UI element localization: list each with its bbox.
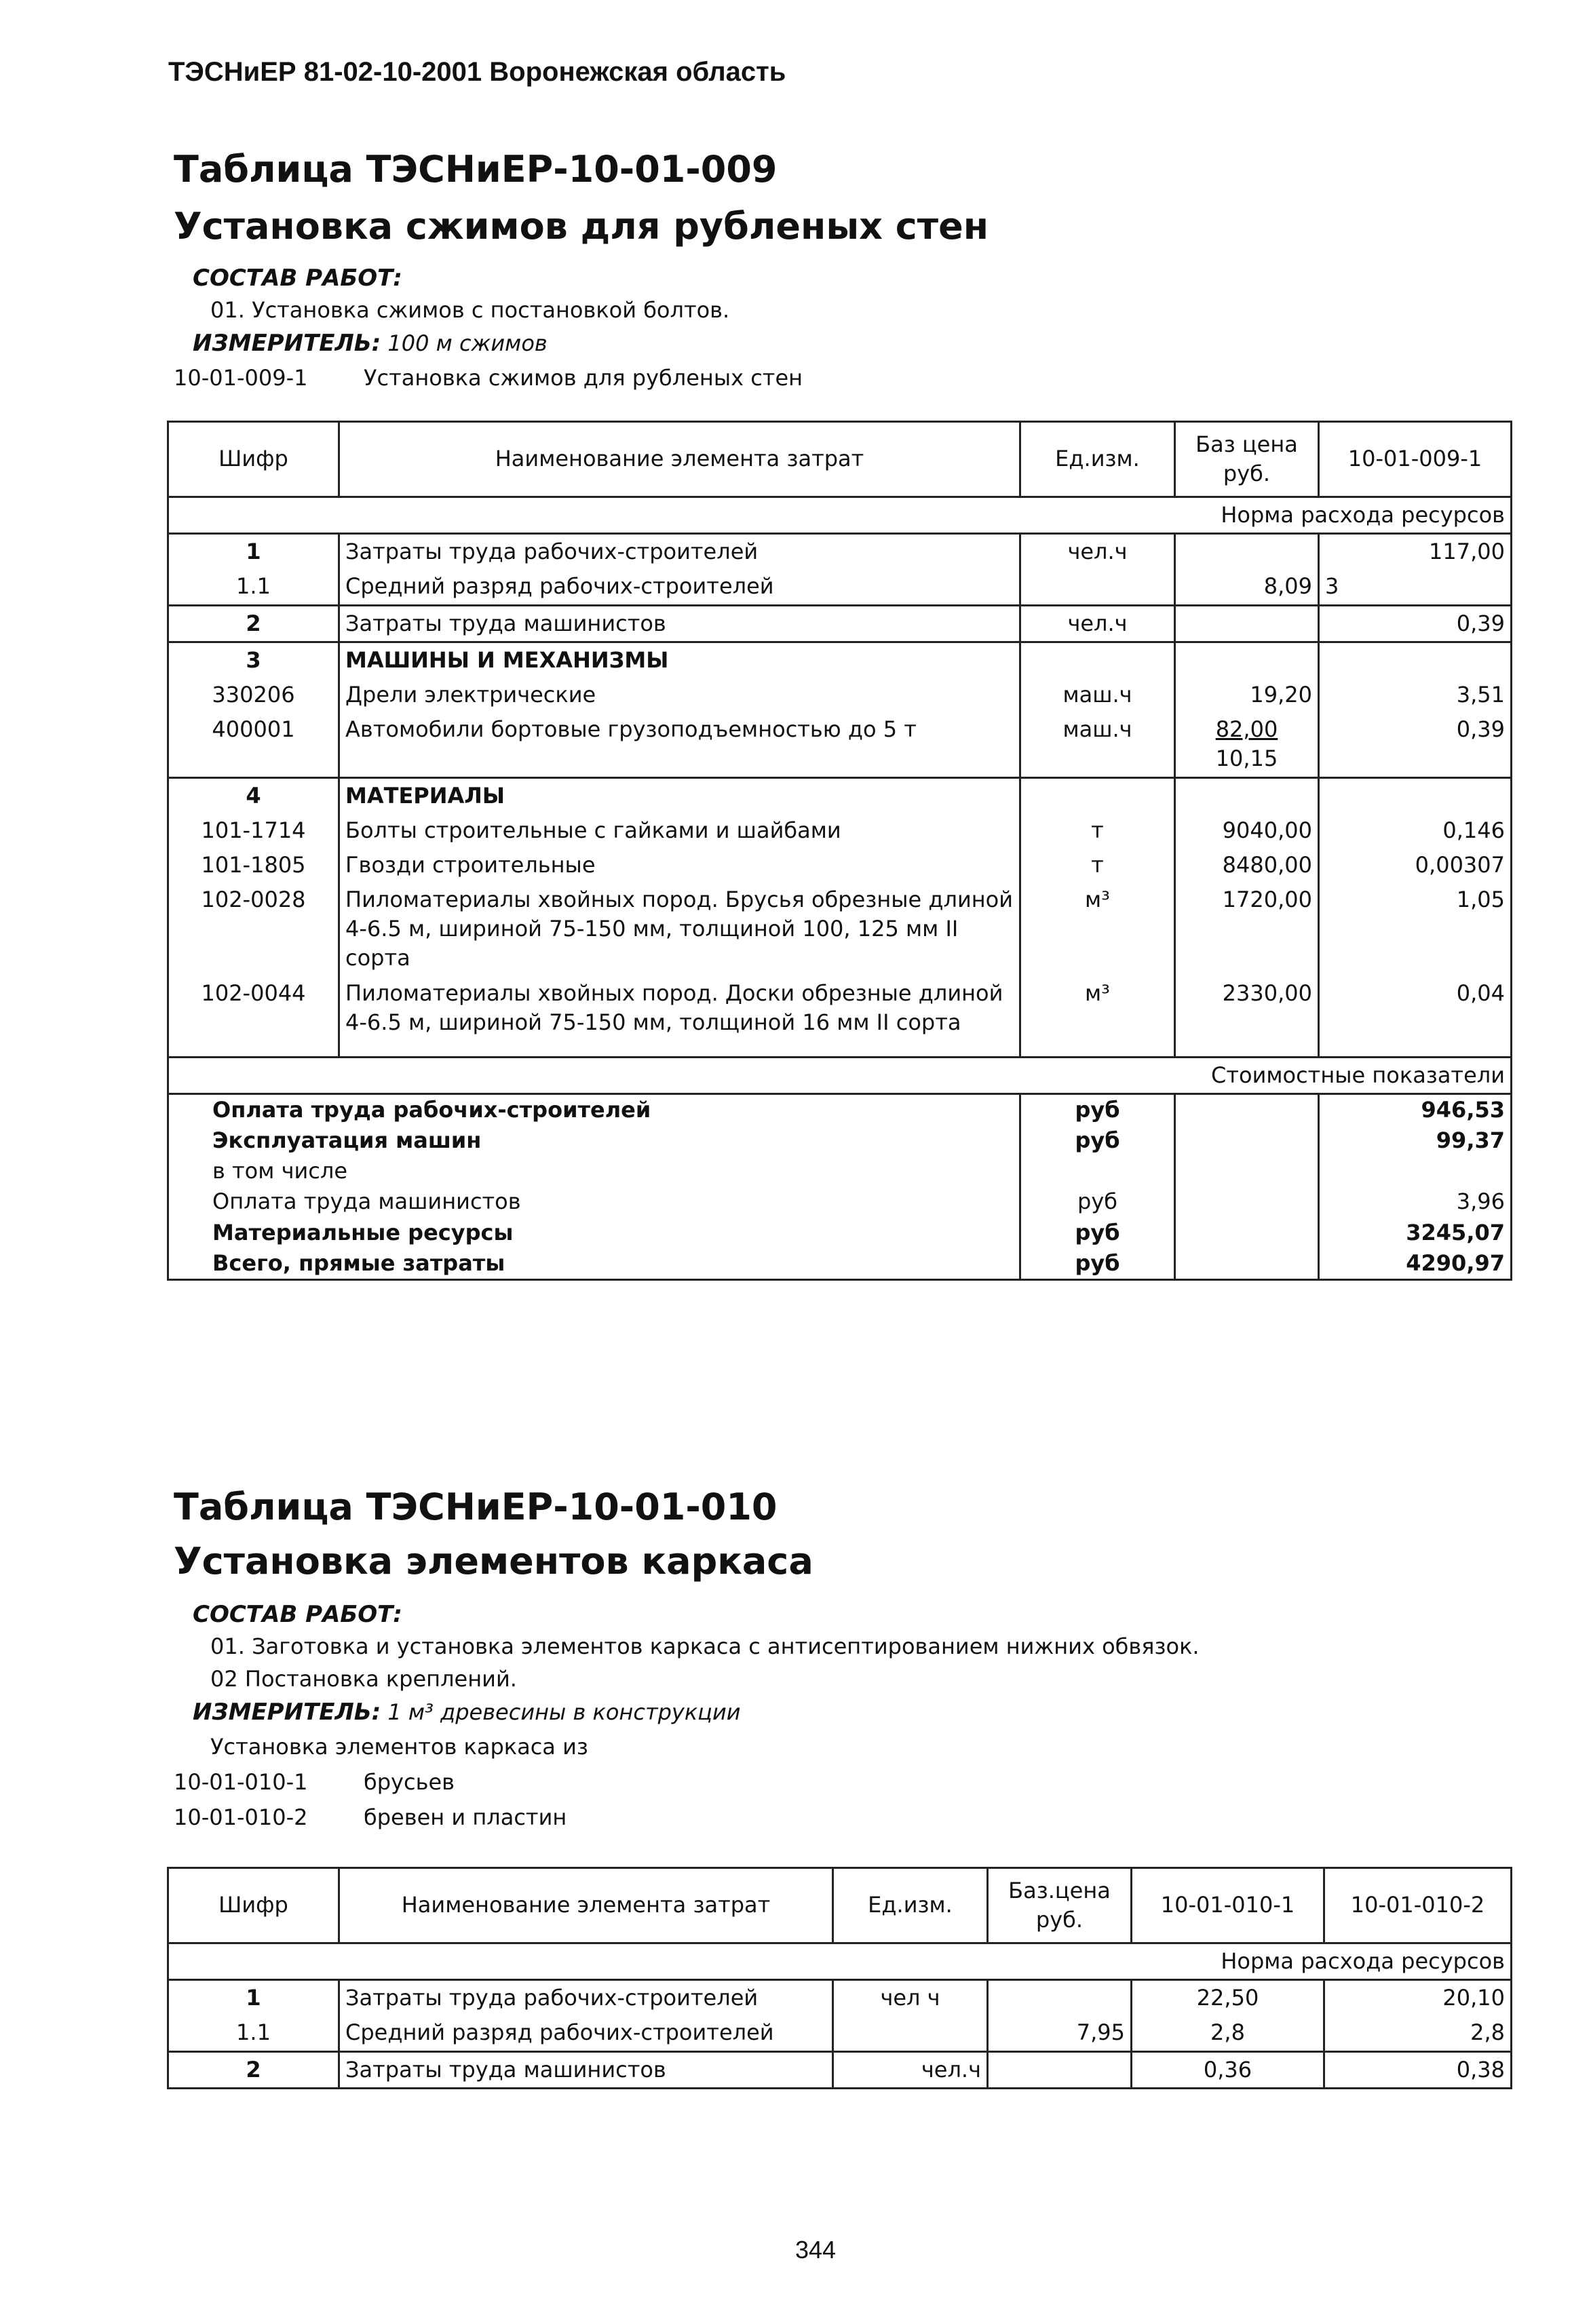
row-price [1175,777,1319,813]
table1-variant-code: 10-01-009-1 [174,365,308,391]
row-unit: маш.ч [1020,712,1175,777]
table-row [168,813,1512,848]
th-name: Наименование элемента затрат [339,1868,833,1943]
th-shifr: Шифр [168,422,339,497]
row-price-extra: 10,15 [1215,745,1278,772]
row-price: 8480,00 [1175,848,1319,883]
row-name: Автомобили бортовые грузоподъемностью до 5 т [339,712,1020,777]
table1-izm-value: 100 м сжимов [387,330,548,356]
row-value: 0,146 [1319,813,1512,848]
row-value [1319,642,1512,678]
row-price: 19,20 [1175,678,1319,712]
cost-value: 3,96 [1319,1186,1512,1217]
row-value: 3,51 [1319,678,1512,712]
row-name: Затраты труда машинистов [339,2051,833,2088]
table-row [168,712,1512,777]
table-row [168,2015,1512,2051]
th-price: Баз цена руб. [1175,422,1319,497]
cost-value: 946,53 [1319,1093,1512,1125]
table1-variant-name: Установка сжимов для рубленых стен [364,365,803,391]
table-row [168,1980,1512,2016]
cost-row [168,1156,1512,1186]
cost-empty [1175,1248,1319,1280]
row-name: МАШИНЫ И МЕХАНИЗМЫ [339,642,1020,678]
row-code: 400001 [168,712,339,777]
row-price-main: 82,00 [1215,716,1278,743]
cost-empty [1175,1156,1319,1186]
row-unit [833,2015,988,2051]
row-price [1175,642,1319,678]
row-value: 0,04 [1319,976,1512,1058]
row-price: 2330,00 [1175,976,1319,1058]
table2-sostav-item: 02 Постановка креплений. [210,1666,517,1692]
cost-label: Оплата труда рабочих-строителей [168,1093,1020,1125]
row-price: 7,95 [988,2015,1132,2051]
row-code: 2 [168,605,339,642]
cost-empty [1175,1186,1319,1217]
th-col1: 10-01-010-1 [1132,1868,1324,1943]
table-row [168,976,1512,1058]
cost-value: 3245,07 [1319,1218,1512,1248]
cost-row [168,1248,1512,1280]
row-value: 1,05 [1319,883,1512,976]
table2-sostav-item: 01. Заготовка и установка элементов каркаса с антисептированием нижних обвязок. [210,1633,1200,1659]
row-code: 1 [168,534,339,570]
table-row [168,777,1512,813]
row-value: 0,00307 [1319,848,1512,883]
row-value: 0,39 [1319,712,1512,777]
row-name: Дрели электрические [339,678,1020,712]
row-code: 4 [168,777,339,813]
norma-label: Норма расхода ресурсов [168,1943,1512,1980]
table2-izm-label: ИЗМЕРИТЕЛЬ: [193,1699,381,1726]
row-value: 3 [1319,569,1512,605]
table1-title: Таблица ТЭСНиЕР-10-01-009 [174,148,778,191]
cost-unit: руб [1020,1093,1175,1125]
table2-variant-code: 10-01-010-2 [174,1804,308,1830]
cost-label: Оплата труда машинистов [168,1186,1020,1217]
cost-label: Эксплуатация машин [168,1125,1020,1156]
row-value [1319,777,1512,813]
row-value: 0,39 [1319,605,1512,642]
norma-row [168,1943,1512,1980]
table1-header-row [168,422,1512,497]
th-price: Баз.цена руб. [988,1868,1132,1943]
row-price [1175,712,1319,777]
row-code: 1.1 [168,2015,339,2051]
row-value2: 2,8 [1324,2015,1512,2051]
row-unit: т [1020,848,1175,883]
row-code: 1.1 [168,569,339,605]
table2-title: Таблица ТЭСНиЕР-10-01-010 [174,1486,778,1528]
row-name: МАТЕРИАЛЫ [339,777,1020,813]
cost-label: Всего, прямые затраты [168,1248,1020,1280]
table2-izm-value: 1 м³ древесины в конструкции [387,1699,741,1725]
th-name: Наименование элемента затрат [339,422,1020,497]
th-shifr: Шифр [168,1868,339,1943]
row-code: 330206 [168,678,339,712]
table2-variant-code: 10-01-010-1 [174,1769,308,1795]
table2-sostav-label: СОСТАВ РАБОТ: [193,1601,402,1628]
row-price: 1720,00 [1175,883,1319,976]
row-code: 101-1714 [168,813,339,848]
norma-row [168,497,1512,534]
table1-izm-label: ИЗМЕРИТЕЛЬ: [193,330,381,357]
row-unit: м³ [1020,883,1175,976]
row-price: 8,09 [1175,569,1319,605]
row-unit: маш.ч [1020,678,1175,712]
row-unit: м³ [1020,976,1175,1058]
cost-unit: руб [1020,1218,1175,1248]
cost-unit: руб [1020,1125,1175,1156]
row-name: Затраты труда рабочих-строителей [339,1980,833,2016]
row-price [1175,534,1319,570]
cost-value: 4290,97 [1319,1248,1512,1280]
th-unit: Ед.изм. [1020,422,1175,497]
row-unit: чел.ч [1020,605,1175,642]
row-code: 101-1805 [168,848,339,883]
row-unit: чел.ч [833,2051,988,2088]
table-row [168,883,1512,976]
page-number: 344 [795,2236,837,2264]
row-code: 2 [168,2051,339,2088]
row-value: 117,00 [1319,534,1512,570]
row-name: Болты строительные с гайками и шайбами [339,813,1020,848]
row-price: 9040,00 [1175,813,1319,848]
row-code: 3 [168,642,339,678]
row-name: Средний разряд рабочих-строителей [339,2015,833,2051]
table2-izmeritel [193,1699,741,1726]
cost-value [1319,1156,1512,1186]
table1-subtitle: Установка сжимов для рубленых стен [174,205,989,248]
row-unit: т [1020,813,1175,848]
row-unit: чел ч [833,1980,988,2016]
table1-sostav-label: СОСТАВ РАБОТ: [193,265,402,292]
row-unit [1020,569,1175,605]
row-price [1175,605,1319,642]
th-col1: 10-01-009-1 [1319,422,1512,497]
row-unit: чел.ч [1020,534,1175,570]
row-name: Затраты труда рабочих-строителей [339,534,1020,570]
row-value: 22,50 [1132,1980,1324,2016]
cost-row [168,1125,1512,1156]
table1 [167,421,1512,1281]
table1-sostav-item: 01. Установка сжимов с постановкой болтов. [210,297,730,323]
row-name: Пиломатериалы хвойных пород. Доски обрезные длиной 4-6.5 м, шириной 75-150 мм, толщиной 16 мм II сорта [339,976,1020,1058]
table-row [168,642,1512,678]
table1-izmeritel [193,330,548,357]
cost-label: в том числе [168,1156,1020,1186]
row-unit [1020,777,1175,813]
row-name: Пиломатериалы хвойных пород. Брусья обрезные длиной 4-6.5 м, шириной 75-150 мм, толщиной 100, 125 мм II сорта [339,883,1020,976]
cost-empty [1175,1093,1319,1125]
th-col2: 10-01-010-2 [1324,1868,1512,1943]
cost-label-row [168,1057,1512,1093]
row-name: Средний разряд рабочих-строителей [339,569,1020,605]
running-header: ТЭСНиЕР 81-02-10-2001 Воронежская область [168,57,786,87]
row-unit [1020,642,1175,678]
cost-label: Материальные ресурсы [168,1218,1020,1248]
cost-unit: руб [1020,1186,1175,1217]
table2-subtitle: Установка элементов каркаса [174,1540,813,1583]
table-row [168,569,1512,605]
row-price [988,2051,1132,2088]
table2-variants-intro: Установка элементов каркаса из [210,1734,588,1760]
row-price [988,1980,1132,2016]
table-row [168,534,1512,570]
cost-label: Стоимостные показатели [168,1057,1512,1093]
table-row [168,2051,1512,2088]
row-value: 0,36 [1132,2051,1324,2088]
cost-row [168,1093,1512,1125]
row-value: 2,8 [1132,2015,1324,2051]
cost-empty [1175,1218,1319,1248]
cost-value: 99,37 [1319,1125,1512,1156]
table2-variant-name: бревен и пластин [364,1804,567,1830]
row-code: 102-0028 [168,883,339,976]
th-unit: Ед.изм. [833,1868,988,1943]
row-code: 1 [168,1980,339,2016]
table2-variant-name: брусьев [364,1769,455,1795]
cost-row [168,1218,1512,1248]
row-code: 102-0044 [168,976,339,1058]
row-value2: 0,38 [1324,2051,1512,2088]
cost-empty [1175,1125,1319,1156]
cost-row [168,1186,1512,1217]
table2-header-row [168,1868,1512,1943]
table-row [168,605,1512,642]
cost-unit: руб [1020,1248,1175,1280]
row-value2: 20,10 [1324,1980,1512,2016]
table-row [168,678,1512,712]
table2 [167,1867,1512,2089]
table-row [168,848,1512,883]
cost-unit [1020,1156,1175,1186]
row-name: Затраты труда машинистов [339,605,1020,642]
row-name: Гвозди строительные [339,848,1020,883]
norma-label: Норма расхода ресурсов [168,497,1512,534]
